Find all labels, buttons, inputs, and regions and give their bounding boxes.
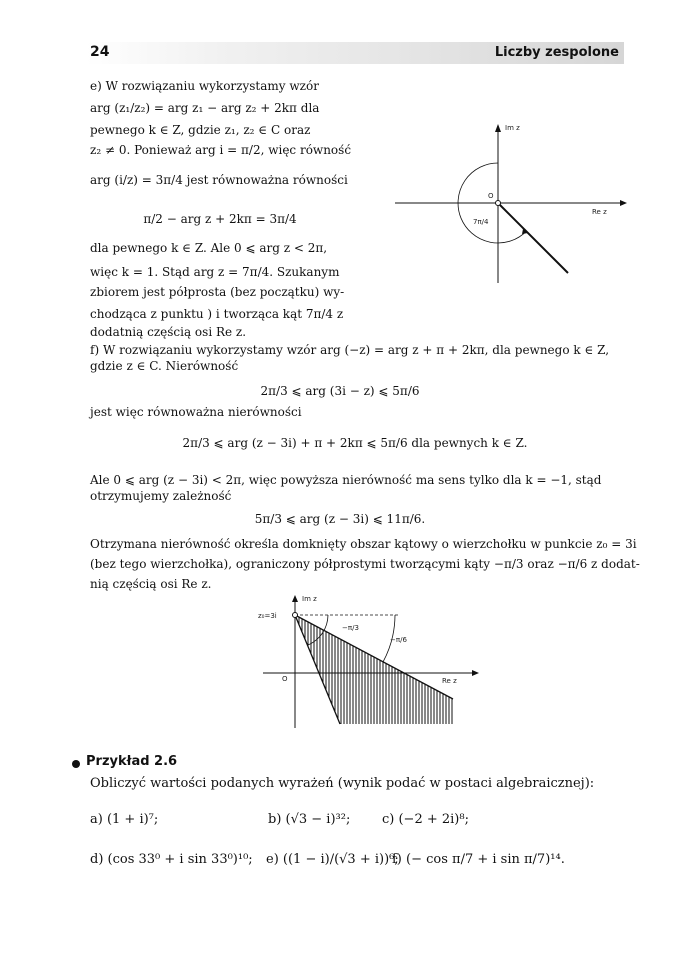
- fig1-angle-label: 7π/4: [473, 218, 489, 226]
- e-line-10: dodatnią częścią osi Re z.: [90, 325, 247, 339]
- e-line-1: e) W rozwiązaniu wykorzystamy wzór: [90, 79, 319, 93]
- fig1-re-label: Re z: [592, 208, 607, 216]
- fig2-angle1-label: −π/3: [342, 624, 359, 632]
- fig1-origin-label: O: [488, 192, 494, 200]
- example-item-c: c) (−2 + 2i)⁸;: [382, 812, 469, 827]
- fig2-origin-label: O: [282, 675, 288, 683]
- fig2-im-arrow-icon: [292, 595, 298, 602]
- figure-ray-diagram: [395, 118, 627, 283]
- fig1-ray: [498, 203, 568, 273]
- page-number: 24: [90, 44, 110, 60]
- example-intro: Obliczyć wartości podanych wyrażeń (wynik podać w postaci algebraicznej):: [90, 776, 595, 791]
- f-line-4: Ale 0 ⩽ arg (z − 3i) < 2π, więc powyższa nierówność ma sens tylko dla k = −1, stąd: [90, 473, 602, 487]
- f-line-2: gdzie z ∈ C. Nierówność: [90, 359, 239, 373]
- e-line-7: więc k = 1. Stąd arg z = 7π/4. Szukanym: [90, 265, 340, 279]
- example-item-b: b) (√3 − i)³²;: [268, 812, 351, 827]
- e-line-6: dla pewnego k ∈ Z. Ale 0 ⩽ arg z < 2π,: [90, 241, 328, 255]
- f-line-3: jest więc równoważna nierówności: [90, 405, 302, 419]
- fig2-open-vertex: [293, 613, 298, 618]
- fig1-im-arrow-icon: [495, 124, 501, 132]
- fig2-z0-label: z₀=3i: [258, 612, 277, 620]
- f-line-8: nią częścią osi Re z.: [90, 577, 212, 591]
- e-line-2: arg (z₁/z₂) = arg z₁ − arg z₂ + 2kπ dla: [90, 101, 320, 115]
- fig2-im-label: Im z: [302, 595, 317, 603]
- fig1-im-label: Im z: [505, 124, 520, 132]
- f-line-1: f) W rozwiązaniu wykorzystamy wzór arg (−z) = arg z + π + 2kπ, dla pewnego k ∈ Z,: [90, 343, 610, 357]
- figure-angular-region: [250, 590, 480, 730]
- e-formula: π/2 − arg z + 2kπ = 3π/4: [143, 212, 297, 226]
- fig2-re-label: Re z: [442, 677, 457, 685]
- example-item-d: d) (cos 33⁰ + i sin 33⁰)¹⁰;: [90, 852, 253, 867]
- example-title: Przykład 2.6: [86, 754, 178, 769]
- example-item-f: f) (− cos π/7 + i sin π/7)¹⁴.: [392, 852, 565, 867]
- f-inequality-3: 5π/3 ⩽ arg (z − 3i) ⩽ 11π/6.: [254, 512, 426, 526]
- e-line-9: chodząca z punktu ) i tworząca kąt 7π/4 z: [90, 307, 344, 321]
- f-inequality-2: 2π/3 ⩽ arg (z − 3i) + π + 2kπ ⩽ 5π/6 dla pewnych k ∈ Z.: [182, 436, 528, 450]
- f-line-5: otrzymujemy zależność: [90, 489, 232, 503]
- example-item-a: a) (1 + i)⁷;: [90, 812, 159, 827]
- fig2-re-arrow-icon: [472, 670, 479, 676]
- e-line-3: pewnego k ∈ Z, gdzie z₁, z₂ ∈ C oraz: [90, 123, 311, 137]
- e-line-8: zbiorem jest półprosta (bez początku) wy-: [90, 285, 345, 299]
- f-line-7: (bez tego wierzchołka), ograniczony półprostymi tworzącymi kąty −π/3 oraz −π/6 z dodat-: [90, 557, 640, 571]
- fig2-angle2-label: −π/6: [390, 636, 407, 644]
- chapter-title: Liczby zespolone: [494, 45, 619, 60]
- fig1-open-point: [496, 201, 501, 206]
- fig2-hatched-region: [295, 615, 453, 724]
- fig1-re-arrow-icon: [620, 200, 627, 206]
- example-bullet: [72, 760, 80, 768]
- example-item-e: e) ((1 − i)/(√3 + i))⁶;: [266, 852, 399, 867]
- f-inequality-1: 2π/3 ⩽ arg (3i − z) ⩽ 5π/6: [260, 384, 420, 398]
- e-line-4: z₂ ≠ 0. Ponieważ arg i = π/2, więc równość: [90, 143, 352, 157]
- e-line-5: arg (i/z) = 3π/4 jest równoważna równości: [90, 173, 348, 187]
- f-line-6: Otrzymana nierówność określa domknięty obszar kątowy o wierzchołku w punkcie z₀ = 3i: [90, 537, 637, 551]
